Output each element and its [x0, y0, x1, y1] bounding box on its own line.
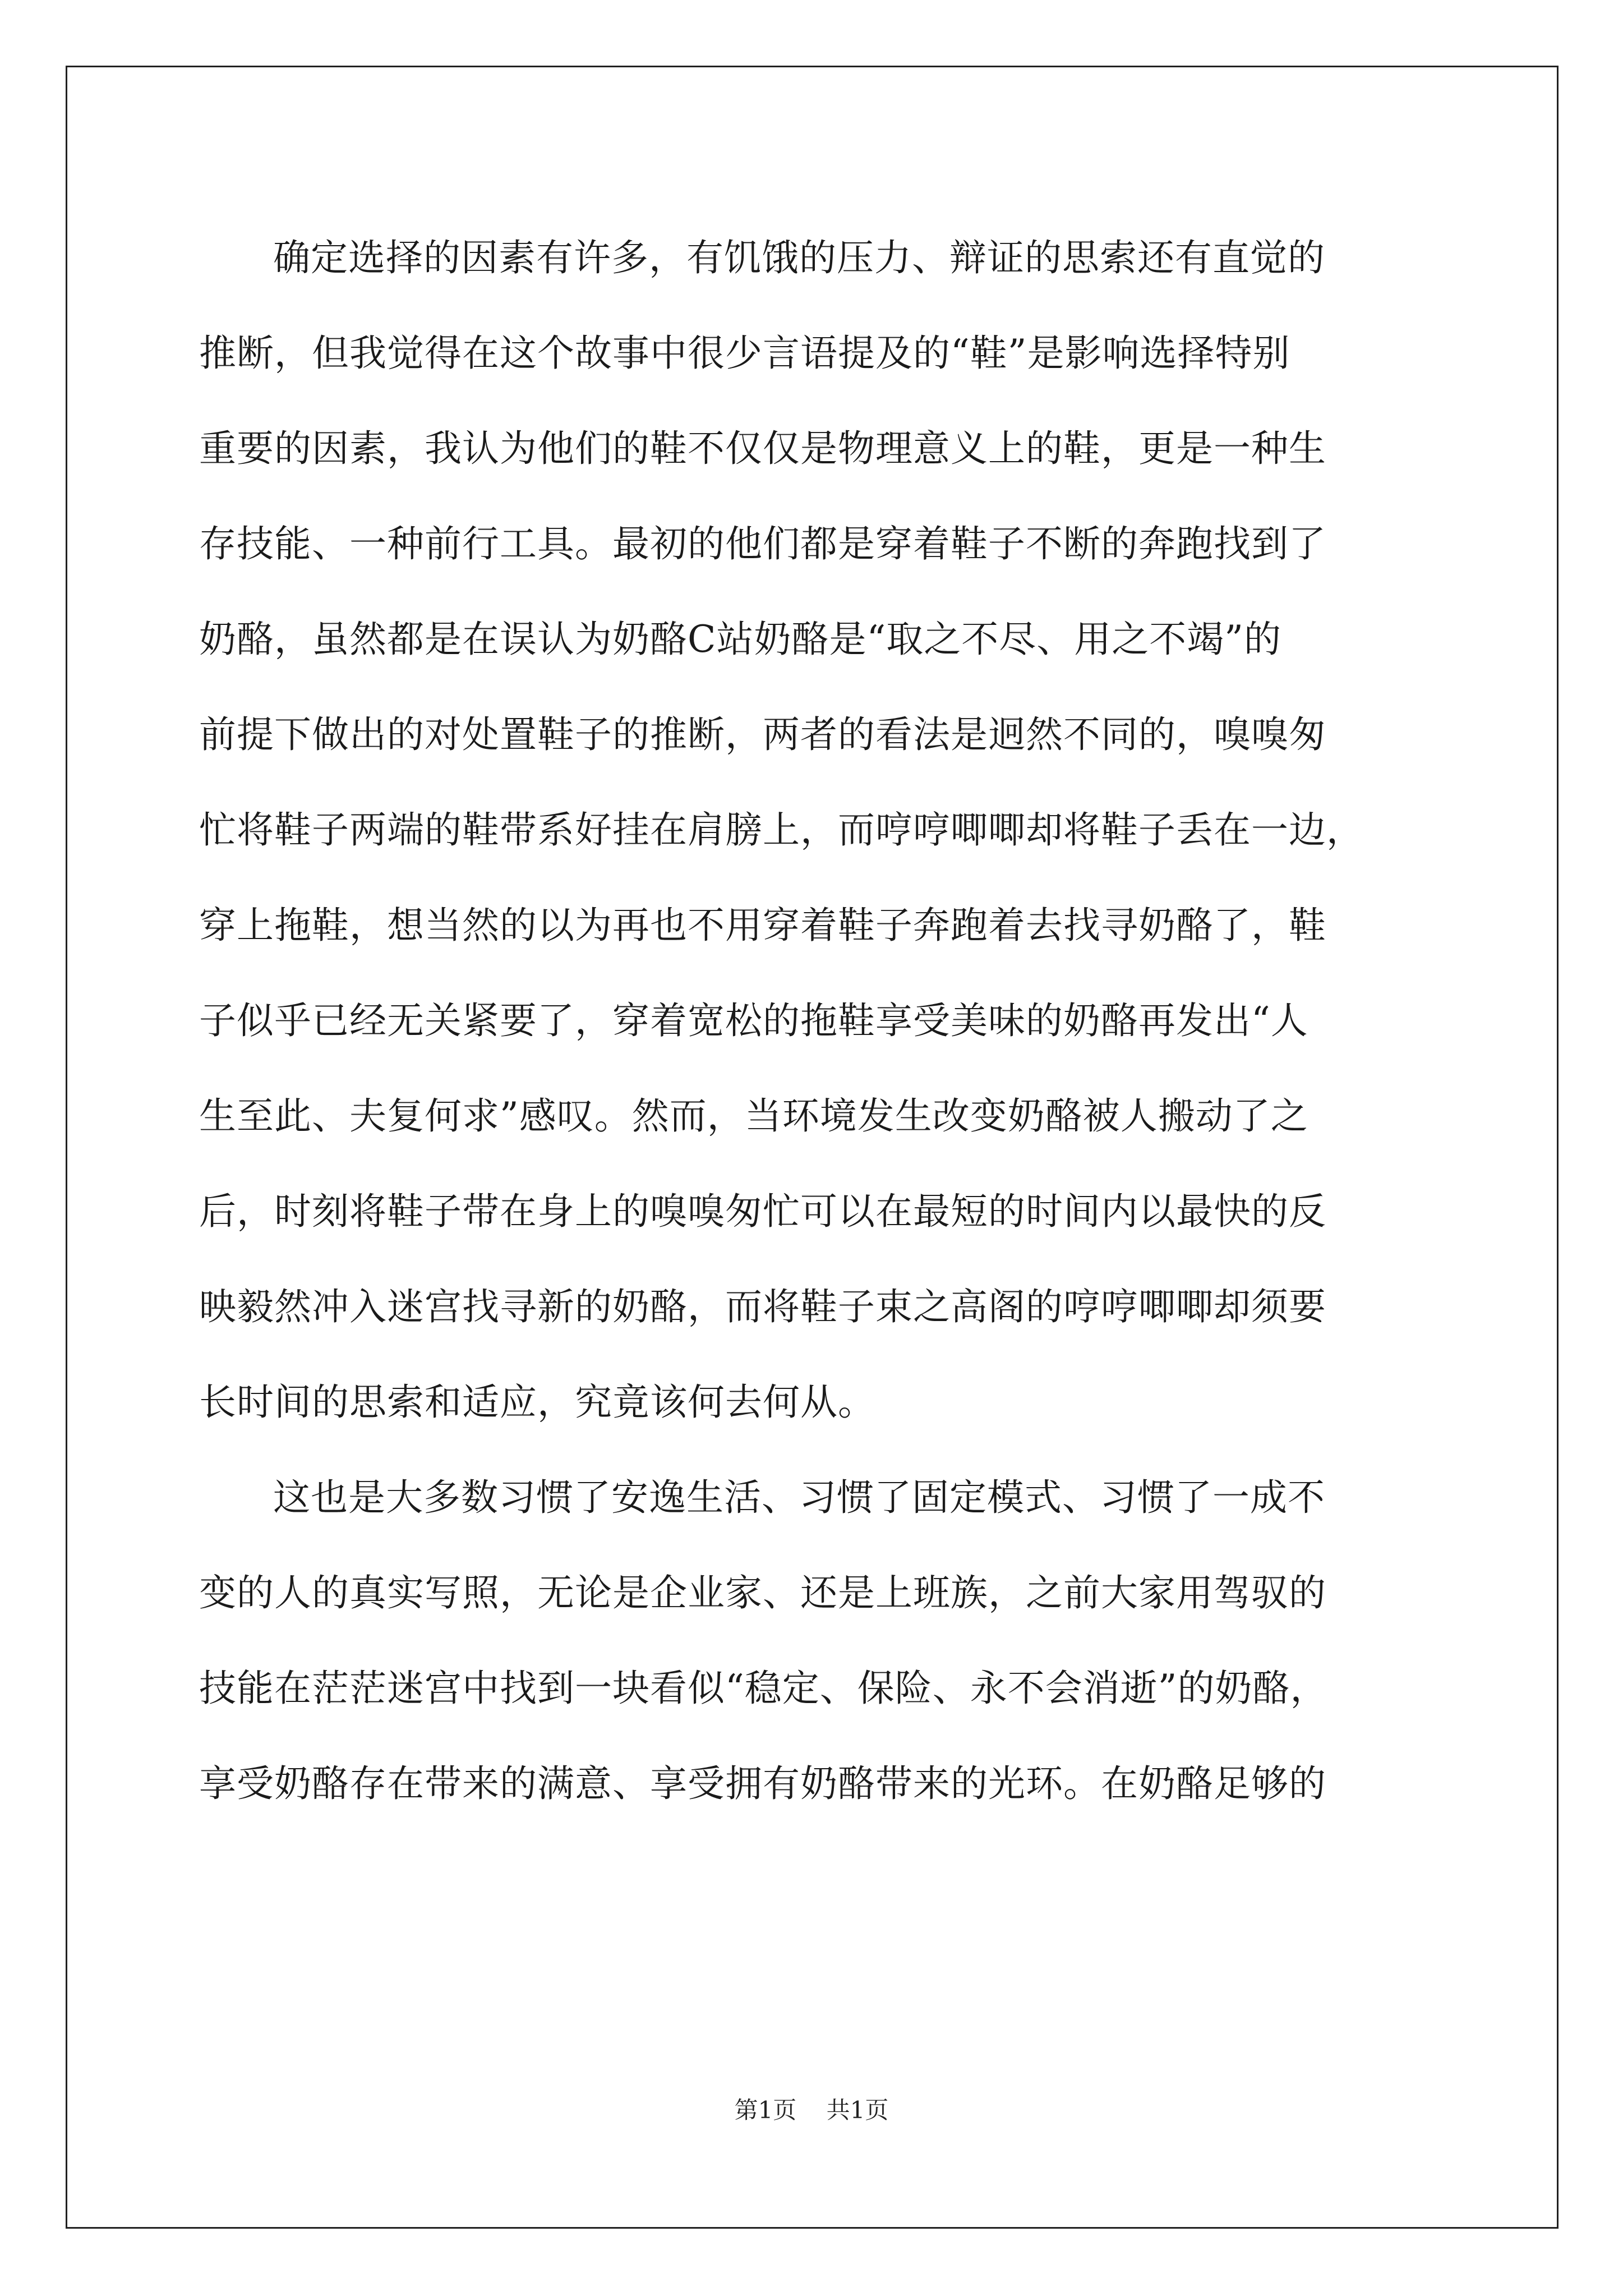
paragraph-1-line: 奶酪，虽然都是在误认为奶酪C站奶酪是“取之不尽、用之不竭”的	[199, 618, 1281, 661]
paragraph-2-line: 变的人的真实写照，无论是企业家、还是上班族，之前大家用驾驭的	[199, 1571, 1326, 1614]
paragraph-1-line: 生至此、夫复何求”感叹。然而，当环境发生改变奶酪被人搬动了之	[199, 1094, 1308, 1138]
paragraph-2-line: 技能在茫茫迷宫中找到一块看似“稳定、保险、永不会消逝”的奶酪，	[199, 1667, 1328, 1710]
paragraph-2-line: 这也是大多数习惯了安逸生活、习惯了固定模式、习惯了一成不	[273, 1476, 1325, 1519]
paragraph-1-line: 后，时刻将鞋子带在身上的嗅嗅匆忙可以在最短的时间内以最快的反	[199, 1190, 1326, 1233]
paragraph-1-line: 子似乎已经无关紧要了，穿着宽松的拖鞋享受美味的奶酪再发出“人	[199, 999, 1308, 1042]
paragraph-1-line: 长时间的思索和适应，究竟该何去何从。	[199, 1381, 875, 1424]
page-footer	[0, 2093, 1623, 2127]
page-total-label: 共1页	[826, 2096, 889, 2124]
paragraph-2-line: 享受奶酪存在带来的满意、享受拥有奶酪带来的光环。在奶酪足够的	[199, 1762, 1326, 1805]
paragraph-1-line: 确定选择的因素有许多，有饥饿的压力、辩证的思索还有直觉的	[273, 236, 1325, 279]
paragraph-1-line: 忙将鞋子两端的鞋带系好挂在肩膀上，而哼哼唧唧却将鞋子丢在一边，	[199, 808, 1364, 852]
paragraph-1-line: 映毅然冲入迷宫找寻新的奶酪，而将鞋子束之高阁的哼哼唧唧却须要	[199, 1285, 1326, 1328]
paragraph-1-line: 穿上拖鞋，想当然的以为再也不用穿着鞋子奔跑着去找寻奶酪了，鞋	[199, 904, 1326, 947]
document-body	[199, 210, 1422, 1832]
page-number-label: 第1页	[734, 2096, 797, 2124]
paragraph-1-line: 前提下做出的对处置鞋子的推断，两者的看法是迥然不同的，嗅嗅匆	[199, 713, 1326, 756]
paragraph-1-line: 推断，但我觉得在这个故事中很少言语提及的“鞋”是影响选择特别	[199, 332, 1290, 375]
paragraph-1-line: 存技能、一种前行工具。最初的他们都是穿着鞋子不断的奔跑找到了	[199, 522, 1326, 565]
paragraph-1-line: 重要的因素，我认为他们的鞋不仅仅是物理意义上的鞋，更是一种生	[199, 427, 1326, 470]
